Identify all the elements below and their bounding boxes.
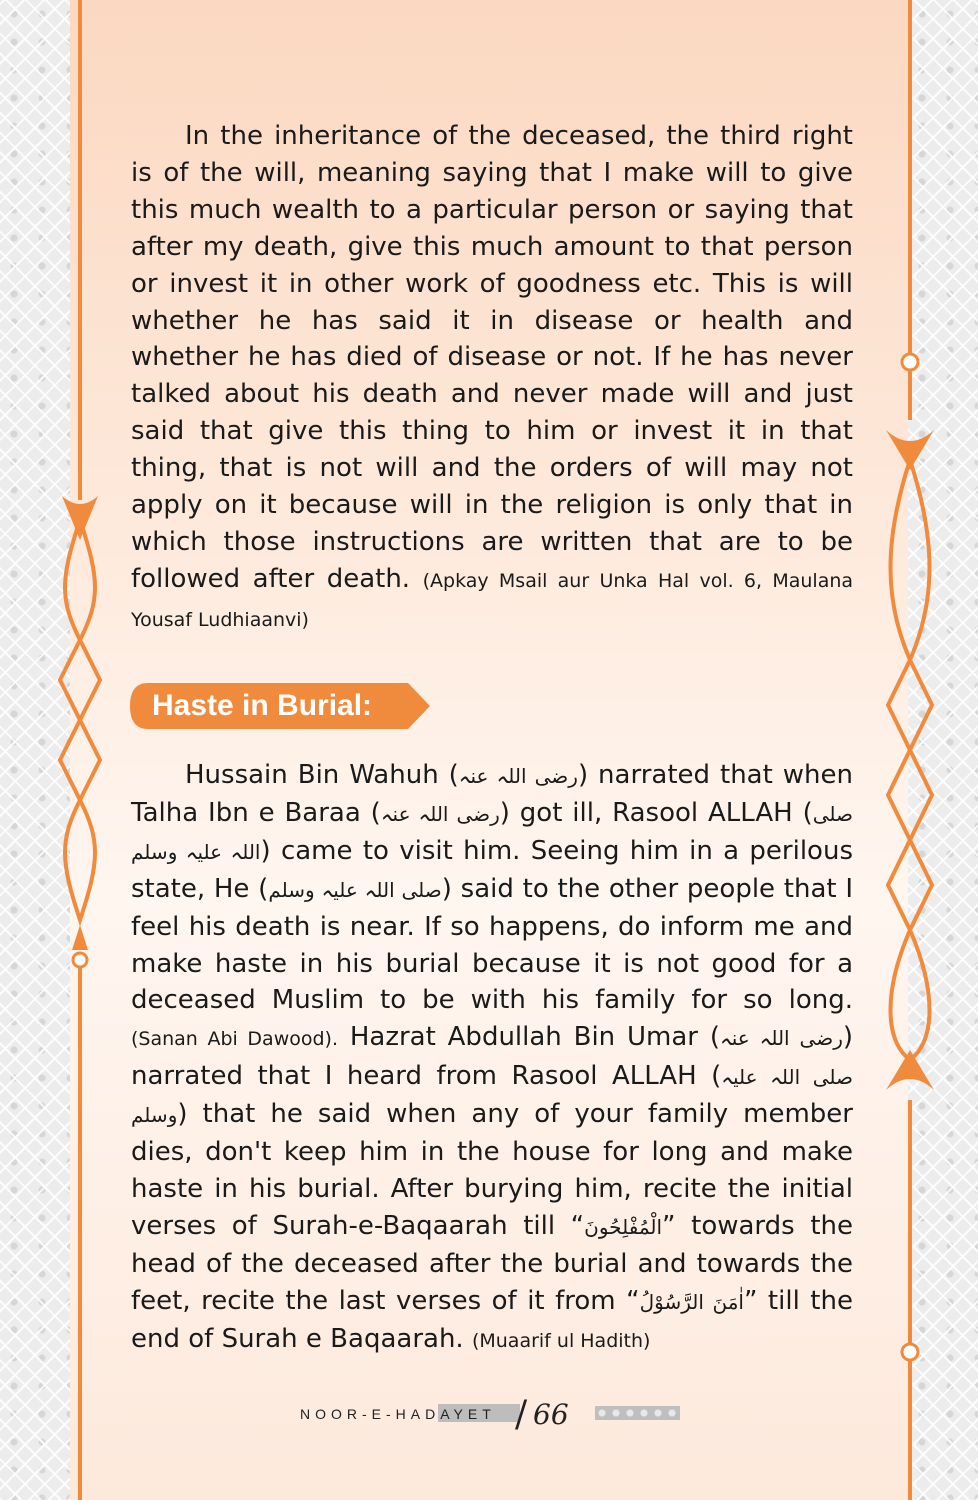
haste-in-burial-text: [131, 757, 853, 1360]
text-segment: ” till the end of Surah e Baqaarah.: [131, 1285, 853, 1354]
honorific-saw: صلی اللہ علیہ وسلم: [131, 1065, 853, 1128]
text-segment: ) narrated that I heard from Rasool ALLAH (: [131, 1022, 854, 1092]
text-segment: ” towards the head of the deceased after the burial and towards the feet, recite the last verses of it from “: [131, 1210, 853, 1316]
page-footer: [300, 1394, 690, 1435]
inheritance-will-text: [131, 118, 853, 639]
text-segment: ) that he said when any of your family member dies, don't keep him in the house for long and make haste in his burial. After burying him, recite the initial verses of Surah-e-Baqaarah till “: [131, 1099, 853, 1241]
footer-pattern-strip: [595, 1406, 680, 1420]
text-segment: Hazrat Abdullah Bin Umar (: [349, 1022, 720, 1053]
arabic-phrase-amana-rasool: اٰمَنَ الرَّسُوْلُ: [639, 1289, 744, 1314]
text-segment: ) said to the other people that I feel his death is near. If so happens, do inform me and make haste in his burial because it is not good for a deceased Muslim to be with his family for so long.: [131, 873, 853, 1016]
will-paragraph-text: In the inheritance of the deceased, the third right is of the will, meaning saying that I make will to give this much wealth to a particular person or saying that after my death, give this much amount to that person or invest it in other work of goodness etc. This is will whether he has said it in disease or health and whether he has died of disease or not. If he has never talked about his death and never made will and just said that give this thing to him or invest it in that thing, that is not will and the orders of will may not apply on it because will in the religion is only that in which those instructions are written that are to be followed after death.: [131, 121, 853, 594]
text-segment: ) came to visit him. Seeing him in a perilous state, He (: [131, 835, 853, 904]
text-segment: ) got ill, Rasool ALLAH (: [499, 797, 813, 828]
arabic-phrase-muflihun: الْمُفْلِحُونَ: [584, 1214, 663, 1239]
citation-muaarif-ul-hadith: (Muaarif ul Hadith): [471, 1329, 651, 1352]
page-number: 66: [533, 1398, 569, 1431]
honorific-ra: رضی اللہ عنہ: [458, 764, 578, 788]
honorific-saw: صلی اللہ علیہ وسلم: [268, 877, 442, 902]
burial-paragraph: [131, 757, 853, 1360]
section-heading-label: Haste in Burial:: [152, 689, 373, 722]
right-ornament-decoration: [880, 0, 940, 1500]
will-paragraph: [131, 118, 853, 639]
section-heading-haste-in-burial: [130, 683, 430, 729]
footer-divider-slash: /: [515, 1394, 528, 1435]
text-segment: ) narrated that when Talha Ibn e Baraa (: [131, 760, 853, 828]
citation-apkay-msail: (Apkay Msail aur Unka Hal vol. 6, Maulana Yousaf Ludhiaanvi): [131, 569, 854, 631]
footer-brand-name: NOOR-E-HADAYET: [300, 1406, 496, 1422]
text-segment: Hussain Bin Wahuh (: [185, 760, 459, 790]
honorific-ra: رضی اللہ عنہ: [380, 801, 500, 826]
honorific-ra: رضی اللہ عنہ: [719, 1026, 843, 1051]
honorific-saw: صلی اللہ علیہ وسلم: [131, 801, 854, 864]
left-ornament-decoration: [50, 0, 110, 1500]
citation-sanan-abi-dawood: (Sanan Abi Dawood).: [131, 1028, 338, 1051]
